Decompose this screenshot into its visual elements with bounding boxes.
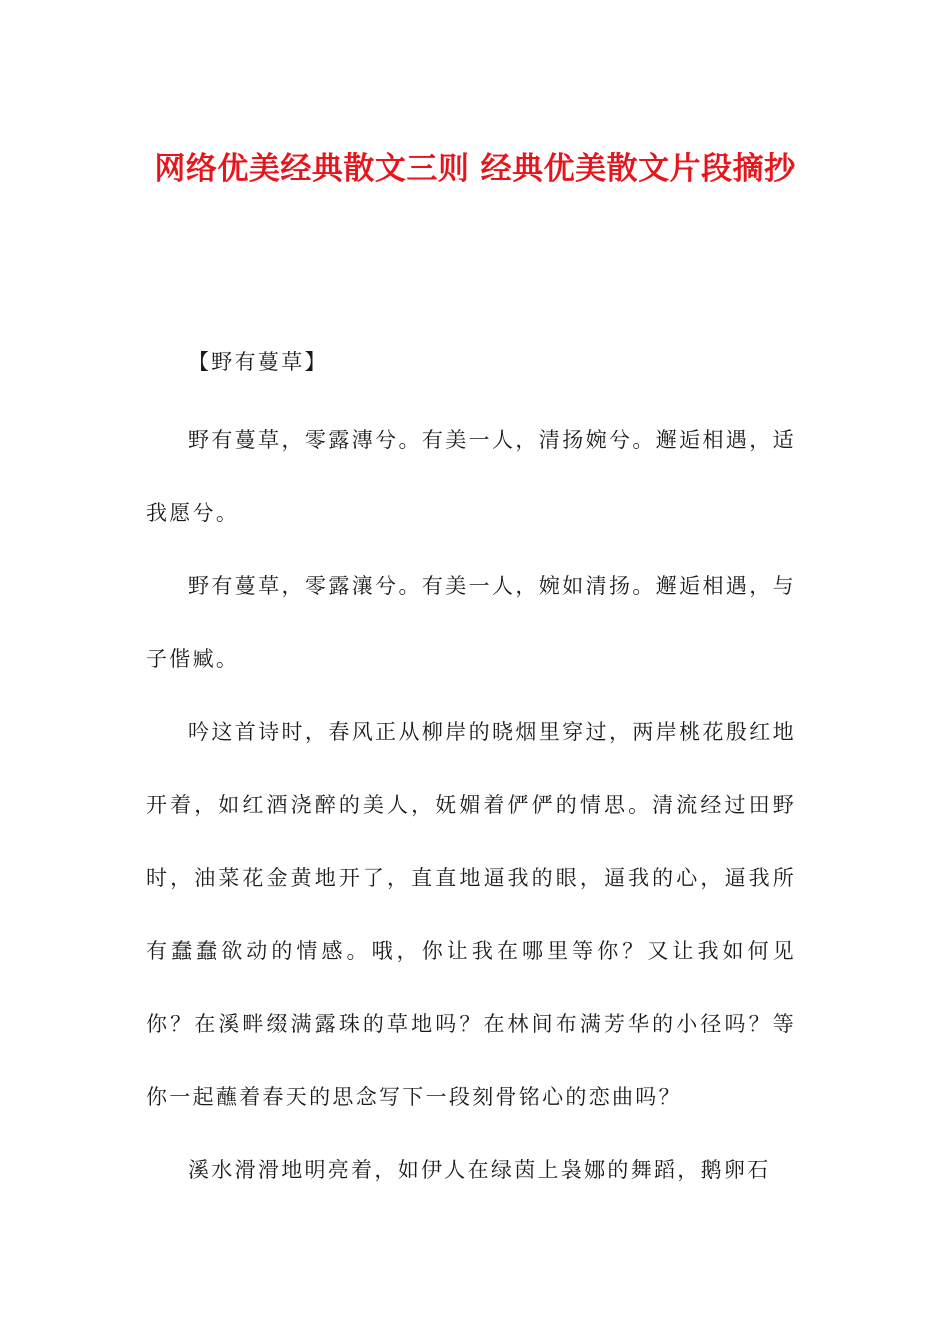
paragraph: 野有蔓草，零露瀼兮。有美一人，婉如清扬。邂逅相遇，与子偕臧。 [146,574,796,671]
paragraph: 溪水滑滑地明亮着，如伊人在绿茵上袅娜的舞蹈，鹅卵石 [188,1158,771,1182]
document-title: 网络优美经典散文三则 经典优美散文片段摘抄 [154,151,796,187]
paragraph: 吟这首诗时，春风正从柳岸的晓烟里穿过，两岸桃花殷红地开着，如红酒浇醉的美人，妩媚着俨俨的情思。清流经过田野时，油菜花金黄地开了，直直地逼我的眼，逼我的心，逼我所有蠢蠢欲动的情感。哦，你让我在哪里等你？又让我如何见你？在溪畔缀满露珠的草地吗？在林间布满芳华的小径吗？等你一起蘸着春天的思念写下一段刻骨铭心的恋曲吗？ [146,720,796,1109]
document-body [146,326,796,1207]
section-heading: 【野有蔓草】 [188,350,328,374]
paragraph: 野有蔓草，零露漙兮。有美一人，清扬婉兮。邂逅相遇，适我愿兮。 [146,428,796,525]
